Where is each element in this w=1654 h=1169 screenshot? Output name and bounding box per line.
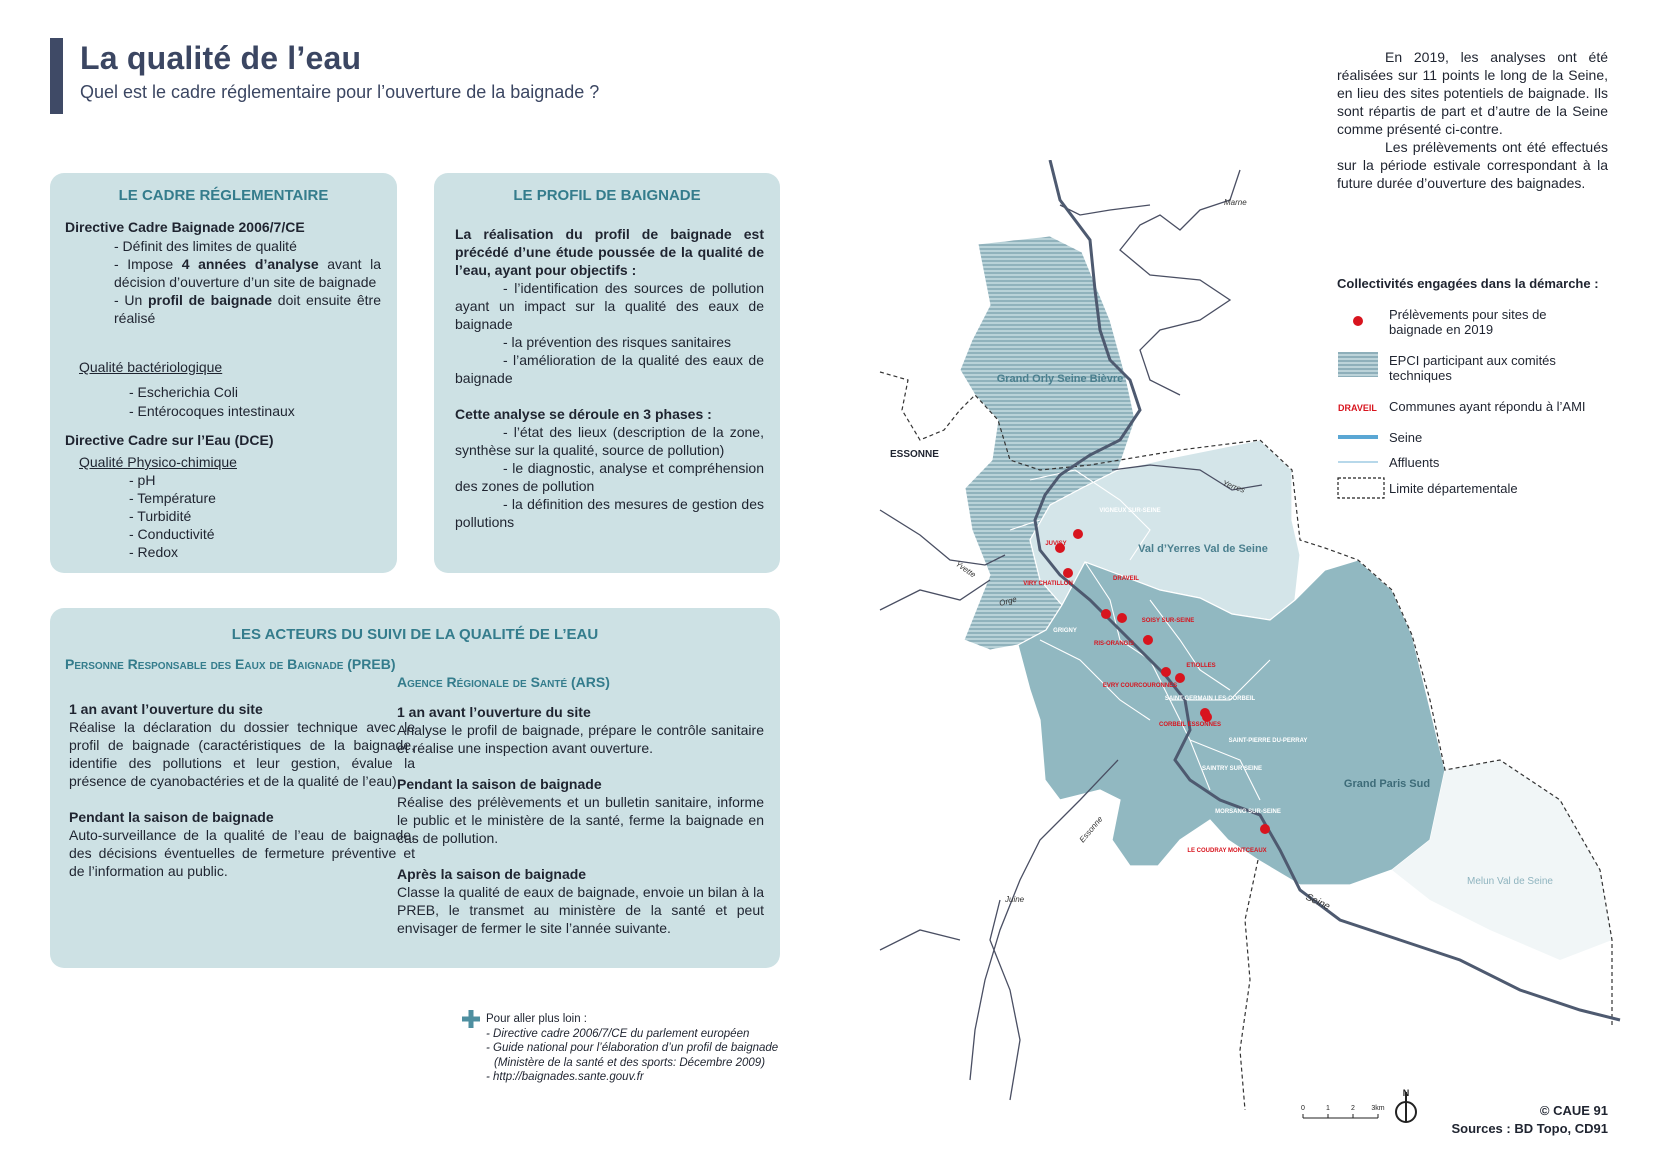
commune-saint-pierre: SAINT-PIERRE DU-PERRAY	[1228, 738, 1308, 744]
directive-baignade-items	[114, 237, 381, 327]
d1-item-3: - Un profil de baignade doit ensuite être réalisé	[114, 292, 381, 326]
sample-point	[1161, 667, 1171, 677]
legend-communes: Communes ayant répondu à l’AMI	[1389, 399, 1586, 414]
commune-grigny: GRIGNY	[1053, 628, 1077, 634]
label-gps: Grand Paris Sud	[1343, 778, 1431, 790]
label-essonne-dept: ESSONNE	[890, 449, 939, 460]
profil-intro: La réalisation du profil de baignade est précédé d’une étude poussée de la qualité de l’eau, ayant pour objectifs :	[455, 226, 764, 278]
d1-item-1: - Définit des limites de qualité	[114, 238, 297, 254]
label-essonne: Essonne	[1077, 814, 1105, 845]
reference-4: - http://baignades.sante.gouv.fr	[486, 1071, 644, 1083]
ars-heading-1: 1 an avant l’ouverture du site	[397, 704, 591, 720]
preb-heading-1: 1 an avant l’ouverture du site	[69, 701, 263, 717]
label-yvette: Yvette	[953, 559, 978, 580]
label-juine: Juine	[1005, 895, 1025, 904]
d1-item-2: - Impose 4 années d’analyse avant la décision d’ouverture d’un site de baignade	[114, 256, 381, 290]
preb-text-1: Réalise la déclaration du dossier technique avec le profil de baignade (caractéristiques de la baignade, identifie des pollutions et leur gestion, évalue la présence de cyanobactéries et de la qualité de l’eau).	[69, 719, 415, 789]
label-mvs: Melun Val de Seine	[1467, 876, 1553, 887]
preb-title: Personne Responsable des Eaux de Baignade (PREB)	[65, 656, 396, 672]
ars-heading-3: Après la saison de baignade	[397, 866, 587, 882]
cadre-title: LE CADRE RÉGLEMENTAIRE	[118, 187, 329, 204]
cadre-panel	[50, 173, 397, 573]
legend-draveil-sample: DRAVEIL	[1338, 403, 1377, 413]
commune-corbeil: CORBEIL ESSONNES	[1159, 722, 1221, 728]
scale-label-1: 1	[1326, 1105, 1330, 1112]
profil-body	[455, 225, 764, 531]
legend-limite: Limite départementale	[1389, 481, 1518, 496]
preb-column	[69, 700, 415, 880]
sample-point	[1175, 673, 1185, 683]
directive-dce: Directive Cadre sur l’Eau (DCE)	[65, 432, 274, 448]
profil-obj-1: - l’identification des sources de pollution ayant un impact sur la qualité des eaux de baignade	[455, 280, 764, 332]
north-arrow-icon	[1396, 1088, 1416, 1122]
reference-2: - Guide national pour l’élaboration d’un profil de baignade	[486, 1042, 779, 1054]
legend-title: Collectivités engagées dans la démarche :	[1337, 276, 1599, 291]
page-subtitle: Quel est le cadre réglementaire pour l’ouverture de la baignade ?	[80, 82, 600, 102]
preb-text-2: Auto-surveillance de la qualité de l’eau de baignade, des décisions éventuelles de fermeture préventive et de l’information au public.	[69, 827, 415, 879]
ars-text-3: Classe la qualité de eaux de baignade, envoie un bilan à la PREB, le transmet au ministère de la santé et peut envisager de fermer le site l’année suivante.	[397, 884, 764, 936]
commune-viry: VIRY CHATILLON	[1023, 581, 1073, 587]
references	[486, 1012, 786, 1085]
bact-item-2: - Entérocoques intestinaux	[129, 403, 295, 419]
commune-soisy: SOISY SUR-SEINE	[1141, 618, 1195, 624]
scale-bar	[1301, 1105, 1385, 1118]
label-gosb: Grand Orly Seine Bièvre	[996, 373, 1124, 385]
commune-morsang: MORSANG SUR-SEINE	[1215, 809, 1281, 815]
ars-title: Agence Régionale de Santé (ARS)	[397, 674, 610, 690]
preb-heading-2: Pendant la saison de baignade	[69, 809, 274, 825]
commune-evry: EVRY COURCOURONNES	[1102, 683, 1178, 689]
label-marne: Marne	[1224, 198, 1247, 207]
commune-draveil: DRAVEIL	[1113, 576, 1139, 582]
ars-text-2: Réalise des prélèvements et un bulletin sanitaire, informe le public et le ministère de la santé, ferme la baignade en cas de pollution.	[397, 794, 764, 846]
plus-icon	[462, 1010, 480, 1028]
acteurs-title: LES ACTEURS DU SUIVI DE LA QUALITÉ DE L’EAU	[231, 626, 599, 643]
sample-point	[1143, 635, 1153, 645]
title-accent-bar	[50, 38, 63, 114]
label-vyvs: Val d’Yerres Val de Seine	[1138, 543, 1268, 555]
sample-point	[1117, 613, 1127, 623]
label-seine: Seine	[1303, 891, 1332, 913]
legend-epci: EPCI participant aux comités techniques	[1389, 353, 1556, 383]
phys-item-3: - Turbidité	[129, 508, 192, 524]
ars-column	[397, 703, 764, 937]
phys-item-1: - pH	[129, 472, 156, 488]
phys-item-5: - Redox	[129, 544, 179, 560]
reference-1: - Directive cadre 2006/7/CE du parlement européen	[486, 1027, 750, 1040]
phys-item-2: - Température	[129, 490, 216, 506]
sample-point	[1260, 824, 1270, 834]
sample-point	[1202, 712, 1212, 722]
acteurs-panel	[50, 608, 780, 968]
commune-saintry: SAINTRY SUR SEINE	[1201, 766, 1263, 772]
ars-heading-2: Pendant la saison de baignade	[397, 776, 602, 792]
north-label: N	[1402, 1088, 1410, 1098]
references-heading: Pour aller plus loin :	[486, 1013, 587, 1025]
profil-obj-2: - la prévention des risques sanitaires	[503, 334, 732, 350]
legend-affluents: Affluents	[1389, 455, 1440, 470]
credit-copyright: © CAUE 91	[1539, 1103, 1608, 1118]
profil-title: LE PROFIL DE BAIGNADE	[513, 187, 701, 204]
label-orge: Orge	[998, 594, 1018, 608]
commune-etiolles: ETIOLLES	[1186, 663, 1216, 669]
qualite-physico-chimique: Qualité Physico-chimique	[79, 454, 237, 470]
sample-point	[1101, 609, 1111, 619]
legend-prelevements: Prélèvements pour sites de baignade en 2019	[1389, 307, 1547, 337]
bact-item-1: - Escherichia Coli	[129, 384, 238, 400]
legend-seine: Seine	[1389, 430, 1423, 445]
profil-phase-1: - l’état des lieux (description de la zone, synthèse sur la qualité, source de pollution)	[455, 424, 764, 458]
intro-paragraph-2: Les prélèvements ont été effectués sur la période estivale correspondant à la future durée d’ouverture des baignades.	[1337, 139, 1608, 191]
commune-vigneux: VIGNEUX SUR-SEINE	[1099, 508, 1161, 514]
profil-phase-2: - le diagnostic, analyse et compréhension des zones de pollution	[455, 460, 764, 494]
commune-juvisy: JUVISY	[1045, 541, 1067, 547]
profil-phase-3: - la définition des mesures de gestion des pollutions	[455, 496, 764, 530]
page-title: La qualité de l’eau	[80, 40, 362, 76]
ars-text-1: Analyse le profil de baignade, prépare le contrôle sanitaire et réalise une inspection avant ouverture.	[397, 722, 764, 756]
commune-saint-germain: SAINT-GERMAIN LES-CORBEIL	[1164, 696, 1256, 702]
profil-obj-3: - l’amélioration de la qualité des eaux de baignade	[455, 352, 764, 386]
commune-coudray: LE COUDRAY MONTCEAUX	[1187, 848, 1267, 854]
phys-items	[129, 471, 216, 561]
scale-label-2: 2	[1351, 1105, 1355, 1112]
map	[870, 160, 1654, 1160]
profil-phases-intro: Cette analyse se déroule en 3 phases :	[455, 406, 712, 422]
profil-panel	[434, 173, 780, 573]
phys-item-4: - Conductivité	[129, 526, 215, 542]
commune-ris: RIS-ORANGIS	[1093, 641, 1135, 647]
intro-paragraph-1: En 2019, les analyses ont été réalisées sur 11 points le long de la Seine, en lieu des sites potentiels de baignade. Ils sont répartis de part et d’autre de la Seine comme présenté ci-contre.	[1337, 49, 1608, 137]
scale-label-3: 3km	[1371, 1105, 1385, 1112]
reference-3: (Ministère de la santé et des sports: Décembre 2009)	[494, 1056, 766, 1069]
sample-point	[1073, 529, 1083, 539]
directive-baignade: Directive Cadre Baignade 2006/7/CE	[65, 219, 305, 235]
qualite-bacteriologique: Qualité bactériologique	[79, 359, 223, 375]
label-yerres: Yerres	[1221, 478, 1247, 495]
scale-label-0: 0	[1301, 1105, 1305, 1112]
credit-sources: Sources : BD Topo, CD91	[1451, 1121, 1608, 1136]
sample-point	[1063, 568, 1073, 578]
